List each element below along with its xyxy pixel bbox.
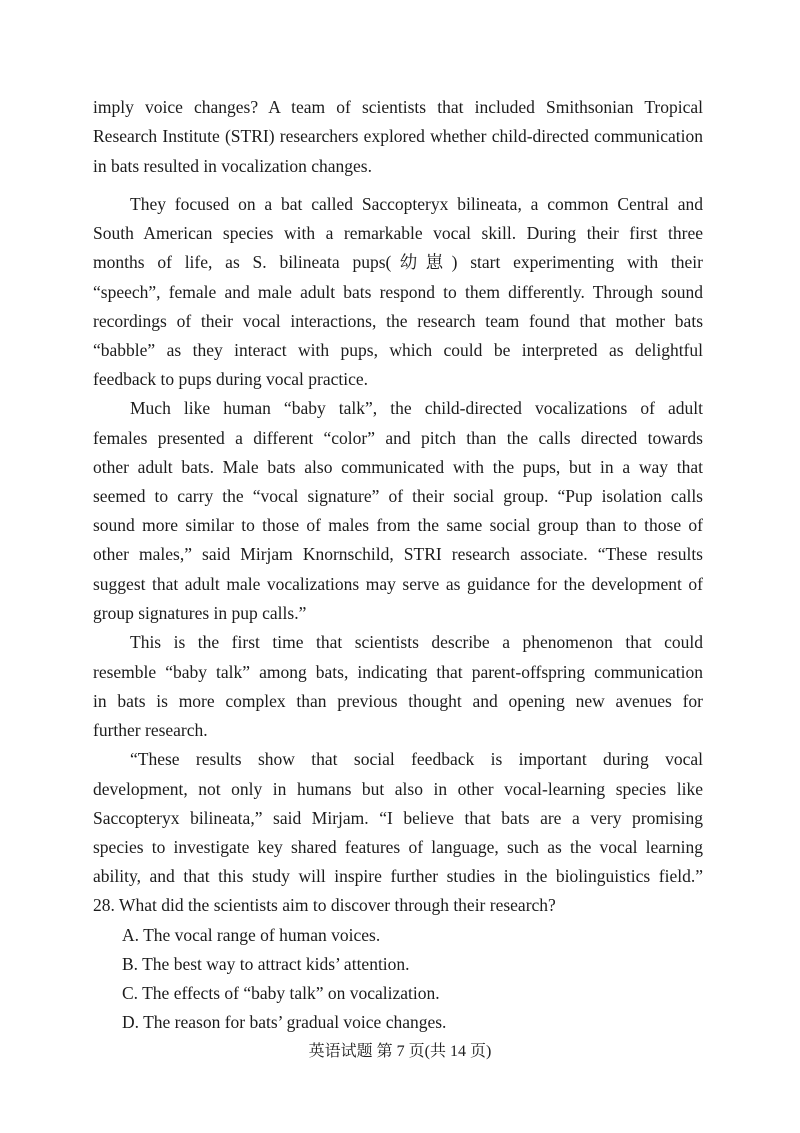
passage-line: Saccopteryx bilineata,” said Mirjam. “I believe that bats are a very promising (93, 808, 703, 828)
answer-option-d[interactable]: D. The reason for bats’ gradual voice changes. (122, 1012, 447, 1032)
passage-line: Research Institute (STRI) researchers explored whether child-directed communication (93, 126, 703, 146)
passage-line: seemed to carry the “vocal signature” of their social group. “Pup isolation calls (93, 486, 703, 506)
passage-line: “babble” as they interact with pups, which could be interpreted as delightful (93, 340, 703, 360)
passage-line: This is the first time that scientists describe a phenomenon that could (130, 632, 703, 652)
passage-line: sound more similar to those of males from the same social group than to those of (93, 515, 703, 535)
passage-line: further research. (93, 720, 208, 740)
passage-line: other males,” said Mirjam Knornschild, STRI research associate. “These results (93, 544, 703, 564)
passage-line: development, not only in humans but also in other vocal-learning species like (93, 779, 703, 799)
passage-line: females presented a different “color” and pitch than the calls directed towards (93, 428, 703, 448)
passage-line: months of life, as S. bilineata pups(幼崽) start experimenting with their (93, 252, 703, 272)
passage-line: ability, and that this study will inspire further studies in the biolinguistics field.” (93, 866, 703, 886)
passage-line: They focused on a bat called Saccopteryx bilineata, a common Central and (130, 194, 703, 214)
passage-line: Much like human “baby talk”, the child-directed vocalizations of adult (130, 398, 703, 418)
page-footer: 英语试题 第 7 页(共 14 页) (308, 1043, 492, 1060)
question-stem: 28. What did the scientists aim to discover through their research? (93, 895, 556, 915)
answer-option-b[interactable]: B. The best way to attract kids’ attention. (122, 954, 410, 974)
passage-line: recordings of their vocal interactions, the research team found that mother bats (93, 311, 703, 331)
passage-line: group signatures in pup calls.” (93, 603, 307, 623)
passage-line: resemble “baby talk” among bats, indicating that parent-offspring communication (93, 662, 703, 682)
passage-line: South American species with a remarkable vocal skill. During their first three (93, 223, 703, 243)
passage-line: in bats resulted in vocalization changes. (93, 156, 372, 176)
passage-line: species to investigate key shared features of language, such as the vocal learning (93, 837, 703, 857)
passage-line: imply voice changes? A team of scientists that included Smithsonian Tropical (93, 97, 703, 117)
passage-line: other adult bats. Male bats also communicated with the pups, but in a way that (93, 457, 703, 477)
passage-line: suggest that adult male vocalizations may serve as guidance for the development of (93, 574, 703, 594)
answer-option-a[interactable]: A. The vocal range of human voices. (122, 925, 381, 945)
passage-line: feedback to pups during vocal practice. (93, 369, 369, 389)
passage-line: in bats is more complex than previous thought and opening new avenues for (93, 691, 703, 711)
passage-line: “These results show that social feedback is important during vocal (130, 749, 703, 769)
answer-option-c[interactable]: C. The effects of “baby talk” on vocalization. (122, 983, 440, 1003)
passage-line: “speech”, female and male adult bats respond to them differently. Through sound (93, 282, 703, 302)
